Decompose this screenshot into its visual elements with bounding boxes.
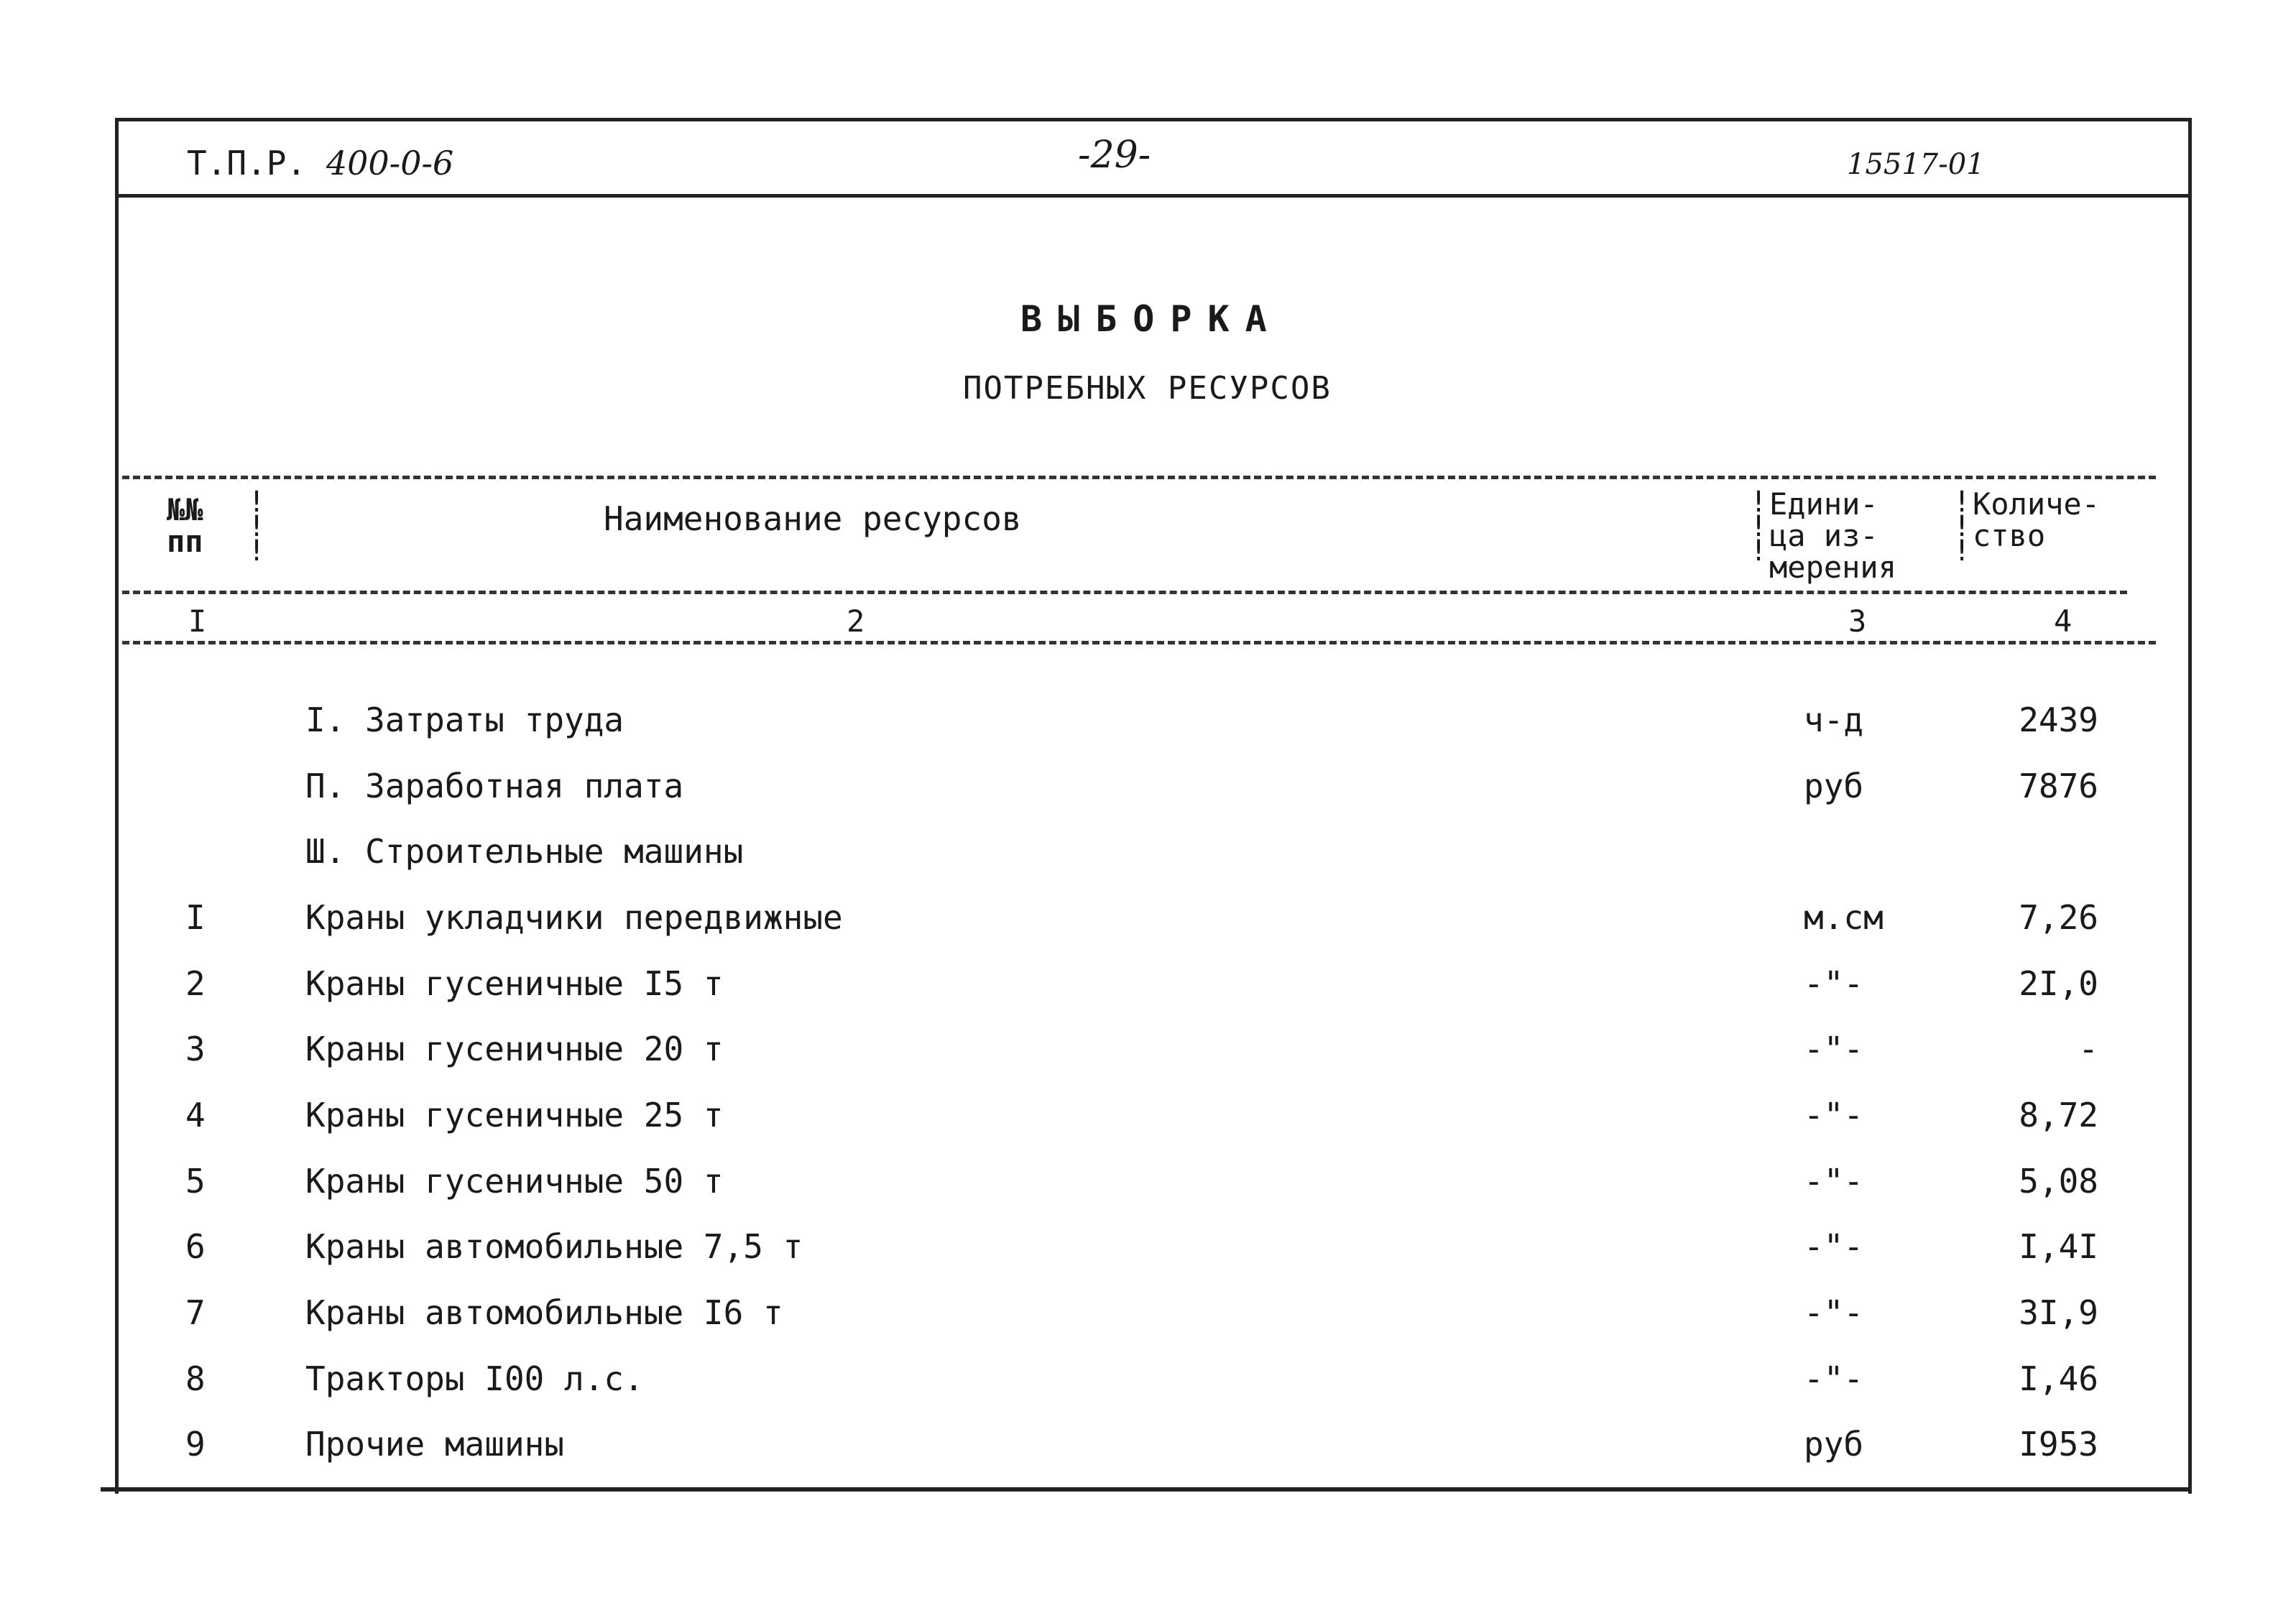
resource-name: Краны гусеничные 25 т bbox=[305, 1096, 724, 1134]
resource-name: Краны гусеничные I5 т bbox=[305, 964, 724, 1003]
resource-name: Краны укладчики передвижные bbox=[305, 898, 843, 937]
page-subtitle: ПОТРЕБНЫХ РЕСУРСОВ bbox=[963, 370, 1332, 407]
row-number: 7 bbox=[185, 1293, 206, 1332]
unit-of-measure: -"- bbox=[1804, 1096, 1864, 1134]
document-designation bbox=[187, 144, 453, 182]
quantity: I953 bbox=[2019, 1425, 2098, 1464]
table-row bbox=[0, 1425, 2296, 1482]
quantity: 2439 bbox=[2019, 701, 2098, 739]
table-colnum-rule bbox=[122, 641, 2156, 644]
quantity: 7,26 bbox=[2019, 898, 2098, 937]
unit-of-measure: -"- bbox=[1804, 1359, 1864, 1398]
quantity: 2I,0 bbox=[2019, 964, 2098, 1003]
unit-of-measure: -"- bbox=[1804, 1030, 1864, 1068]
table-row bbox=[0, 1162, 2296, 1219]
quantity: - bbox=[2078, 1030, 2098, 1068]
resource-name: I. Затраты труда bbox=[305, 701, 624, 739]
row-number: 5 bbox=[185, 1162, 206, 1201]
row-number: 8 bbox=[185, 1359, 206, 1398]
table-row bbox=[0, 1030, 2296, 1087]
resource-name: Краны автомобильные I6 т bbox=[305, 1293, 783, 1332]
table-row bbox=[0, 701, 2296, 758]
table-row bbox=[0, 1359, 2296, 1417]
resource-name: Ш. Строительные машины bbox=[305, 832, 744, 871]
quantity: 3I,9 bbox=[2019, 1293, 2098, 1332]
page-number: -29- bbox=[1078, 134, 1151, 177]
table-row bbox=[0, 1293, 2296, 1351]
table-row bbox=[0, 767, 2296, 824]
quantity: I,46 bbox=[2019, 1359, 2098, 1398]
row-number: 4 bbox=[185, 1096, 206, 1134]
page-title: ВЫБОРКА bbox=[1020, 298, 1283, 340]
table-row bbox=[0, 898, 2296, 956]
table-row bbox=[0, 1096, 2296, 1153]
column-number-4: 4 bbox=[2054, 604, 2073, 639]
column-number-2: 2 bbox=[847, 604, 865, 639]
unit-of-measure: м.см bbox=[1804, 898, 1884, 937]
header-qty: Количе- ство bbox=[1973, 486, 2101, 553]
column-number-1: I bbox=[188, 604, 207, 639]
row-number: 3 bbox=[185, 1030, 206, 1068]
designation-prefix: Т.П.Р. bbox=[187, 144, 307, 182]
row-number: 6 bbox=[185, 1227, 206, 1266]
resource-name: П. Заработная плата bbox=[305, 767, 684, 805]
quantity: 8,72 bbox=[2019, 1096, 2098, 1134]
row-number: 2 bbox=[185, 964, 206, 1003]
unit-of-measure: руб bbox=[1804, 1425, 1864, 1464]
row-number: 9 bbox=[185, 1425, 206, 1464]
unit-of-measure: -"- bbox=[1804, 1293, 1864, 1332]
resource-name: Краны гусеничные 20 т bbox=[305, 1030, 724, 1068]
designation-number: 400-0-6 bbox=[326, 144, 454, 182]
table-header-rule bbox=[122, 591, 2127, 594]
table-row bbox=[0, 964, 2296, 1022]
unit-of-measure: -"- bbox=[1804, 1227, 1864, 1266]
header-num: №№ пп bbox=[167, 492, 203, 559]
header-unit: Едини- ца из- мерения bbox=[1769, 486, 1897, 585]
header-name: Наименование ресурсов bbox=[604, 499, 1022, 538]
row-number: I bbox=[185, 898, 206, 937]
resource-name: Краны гусеничные 50 т bbox=[305, 1162, 724, 1201]
column-separator: ! ! ! bbox=[1953, 486, 1971, 568]
unit-of-measure: руб bbox=[1804, 767, 1864, 805]
bottom-rule bbox=[101, 1487, 2188, 1492]
resource-name: Прочие машины bbox=[305, 1425, 565, 1464]
resource-name: Тракторы I00 л.с. bbox=[305, 1359, 644, 1398]
column-separator: ! ! ! bbox=[1750, 486, 1768, 568]
table-row bbox=[0, 1227, 2296, 1285]
resource-name: Краны автомобильные 7,5 т bbox=[305, 1227, 803, 1266]
unit-of-measure: ч-д bbox=[1804, 701, 1864, 739]
unit-of-measure: -"- bbox=[1804, 1162, 1864, 1201]
quantity: I,4I bbox=[2019, 1227, 2098, 1266]
table-top-rule bbox=[122, 476, 2156, 479]
document-code: 15517-01 bbox=[1847, 148, 1985, 181]
table-row bbox=[0, 832, 2296, 889]
column-number-3: 3 bbox=[1848, 604, 1867, 639]
column-separator: ! ! ! bbox=[248, 486, 266, 568]
quantity: 7876 bbox=[2019, 767, 2098, 805]
quantity: 5,08 bbox=[2019, 1162, 2098, 1201]
unit-of-measure: -"- bbox=[1804, 964, 1864, 1003]
header-rule bbox=[115, 194, 2192, 198]
